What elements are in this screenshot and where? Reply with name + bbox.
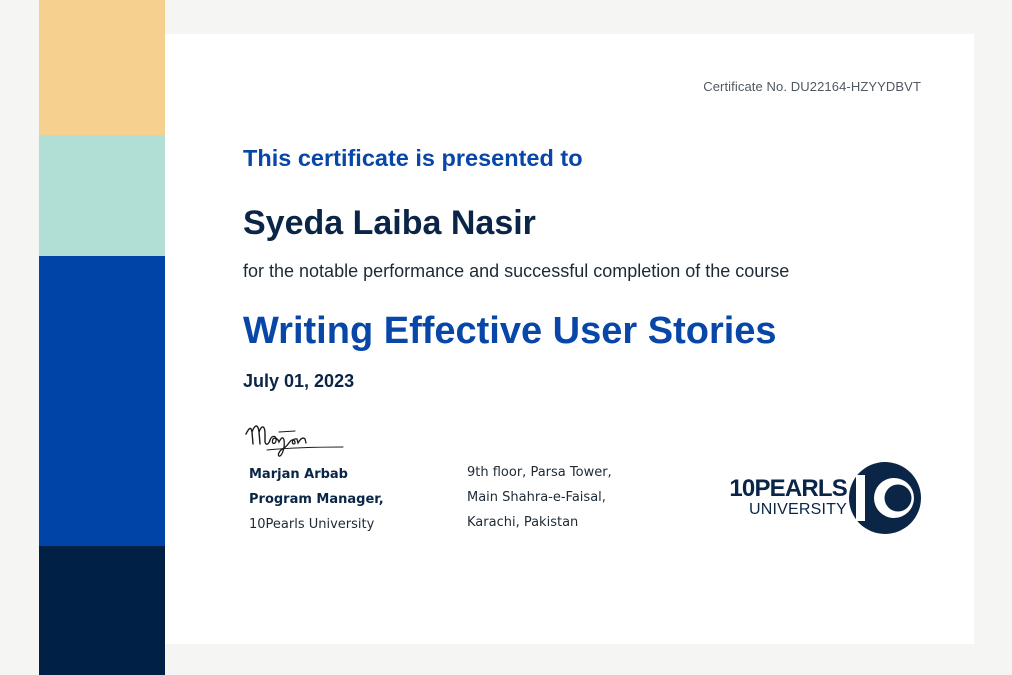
completion-date: July 01, 2023: [243, 371, 355, 391]
university-logo: [710, 461, 922, 535]
recipient-name: Syeda Laiba Nasir: [243, 204, 536, 242]
logo-sub-text: UNIVERSITY: [748, 501, 847, 518]
certificate-card: [165, 34, 974, 644]
signer-role: Program Manager,: [249, 492, 384, 507]
signer-name: Marjan Arbab: [249, 467, 348, 482]
logo-10-emblem-icon: [848, 461, 922, 535]
logo-wordmark: [729, 477, 847, 518]
course-title: Writing Effective User Stories: [243, 310, 777, 352]
address-block: [467, 460, 612, 535]
presented-heading: This certificate is presented to: [243, 145, 583, 171]
signature-image: [243, 420, 345, 460]
signer-organization: 10Pearls University: [249, 517, 375, 532]
signer-block: [249, 462, 384, 537]
decorative-stripe-blue: [39, 256, 165, 546]
address-line-3: Karachi, Pakistan: [467, 515, 579, 530]
decorative-stripe-navy: [39, 546, 165, 675]
address-line-1: 9th floor, Parsa Tower,: [467, 465, 612, 480]
decorative-stripe-mint: [39, 135, 165, 256]
logo-brand-text: 10PEARLS: [729, 475, 847, 502]
decorative-stripe-yellow: [39, 0, 165, 135]
certificate-number: Certificate No. DU22164-HZYYDBVT: [703, 79, 921, 94]
completion-statement: for the notable performance and successful completion of the course: [243, 261, 790, 281]
address-line-2: Main Shahra-e-Faisal,: [467, 490, 606, 505]
